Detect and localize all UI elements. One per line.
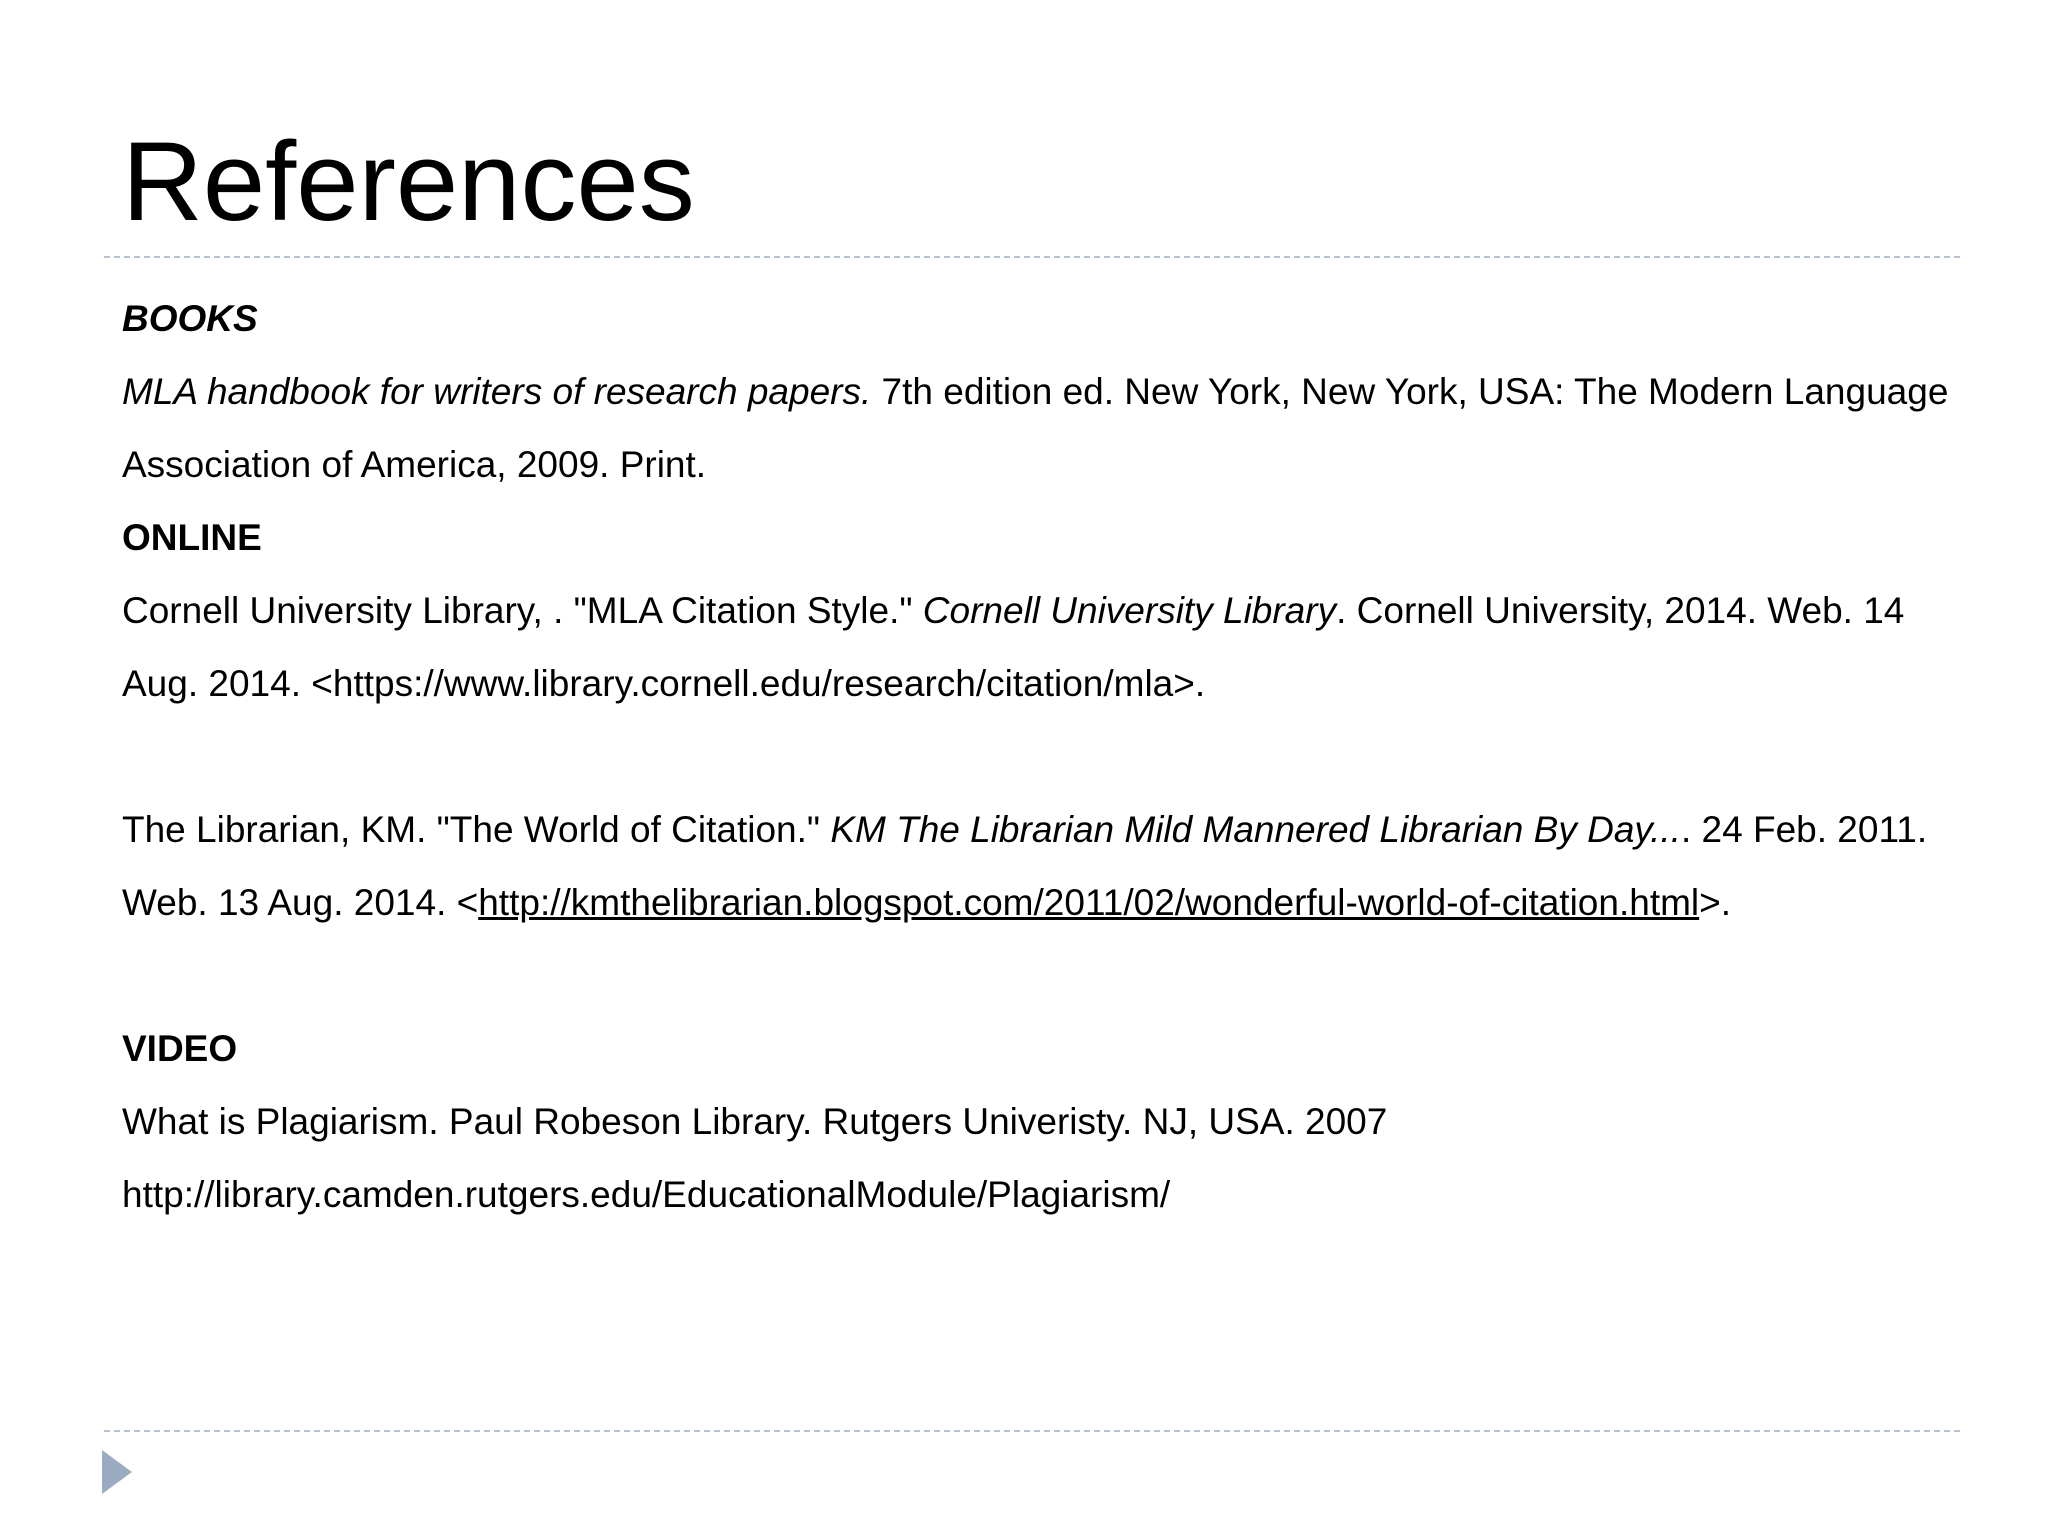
references-content — [122, 282, 1952, 1231]
km-blog-link[interactable]: http://kmthelibrarian.blogspot.com/2011/02/wonderful-world-of-citation.html — [478, 882, 1700, 923]
top-divider — [104, 256, 1960, 258]
cornell-citation-end: . Cornell University, 2014. Web. 14 Aug. 2014. <https://www.library.cornell.edu/research/citation/mla>. — [122, 590, 1905, 704]
video-entry-line1: What is Plagiarism. Paul Robeson Library. Rutgers Univeristy. NJ, USA. 2007 — [122, 1101, 1388, 1142]
km-citation-mid: . 24 Feb. 2011. Web. 13 Aug. 2014. < — [122, 809, 1928, 923]
cornell-citation-start: Cornell University Library, . "MLA Citation Style." — [122, 590, 923, 631]
online-entry-cornell — [122, 574, 1952, 720]
bottom-divider — [104, 1430, 1960, 1432]
books-entry — [122, 355, 1952, 501]
spacer — [122, 720, 1952, 793]
slide-title: References — [122, 119, 695, 244]
km-site-name: KM The Librarian Mild Mannered Librarian By Day... — [830, 809, 1681, 850]
online-entry-km — [122, 793, 1952, 939]
book-details: 7th edition ed. New York, New York, USA: The Modern Language Association of America, 2009. Print. — [122, 371, 1949, 485]
km-citation-start: The Librarian, KM. "The World of Citation." — [122, 809, 831, 850]
cornell-site-name: Cornell University Library — [922, 590, 1337, 631]
triangle-right-icon[interactable] — [102, 1450, 132, 1494]
spacer — [122, 939, 1952, 1012]
km-citation-end: >. — [1699, 882, 1732, 923]
video-heading: VIDEO — [122, 1028, 238, 1069]
book-title: MLA handbook for writers of research papers. — [122, 371, 872, 412]
video-entry-url: http://library.camden.rutgers.edu/EducationalModule/Plagiarism/ — [122, 1174, 1171, 1215]
online-heading: ONLINE — [122, 517, 262, 558]
books-heading: BOOKS — [122, 298, 258, 339]
